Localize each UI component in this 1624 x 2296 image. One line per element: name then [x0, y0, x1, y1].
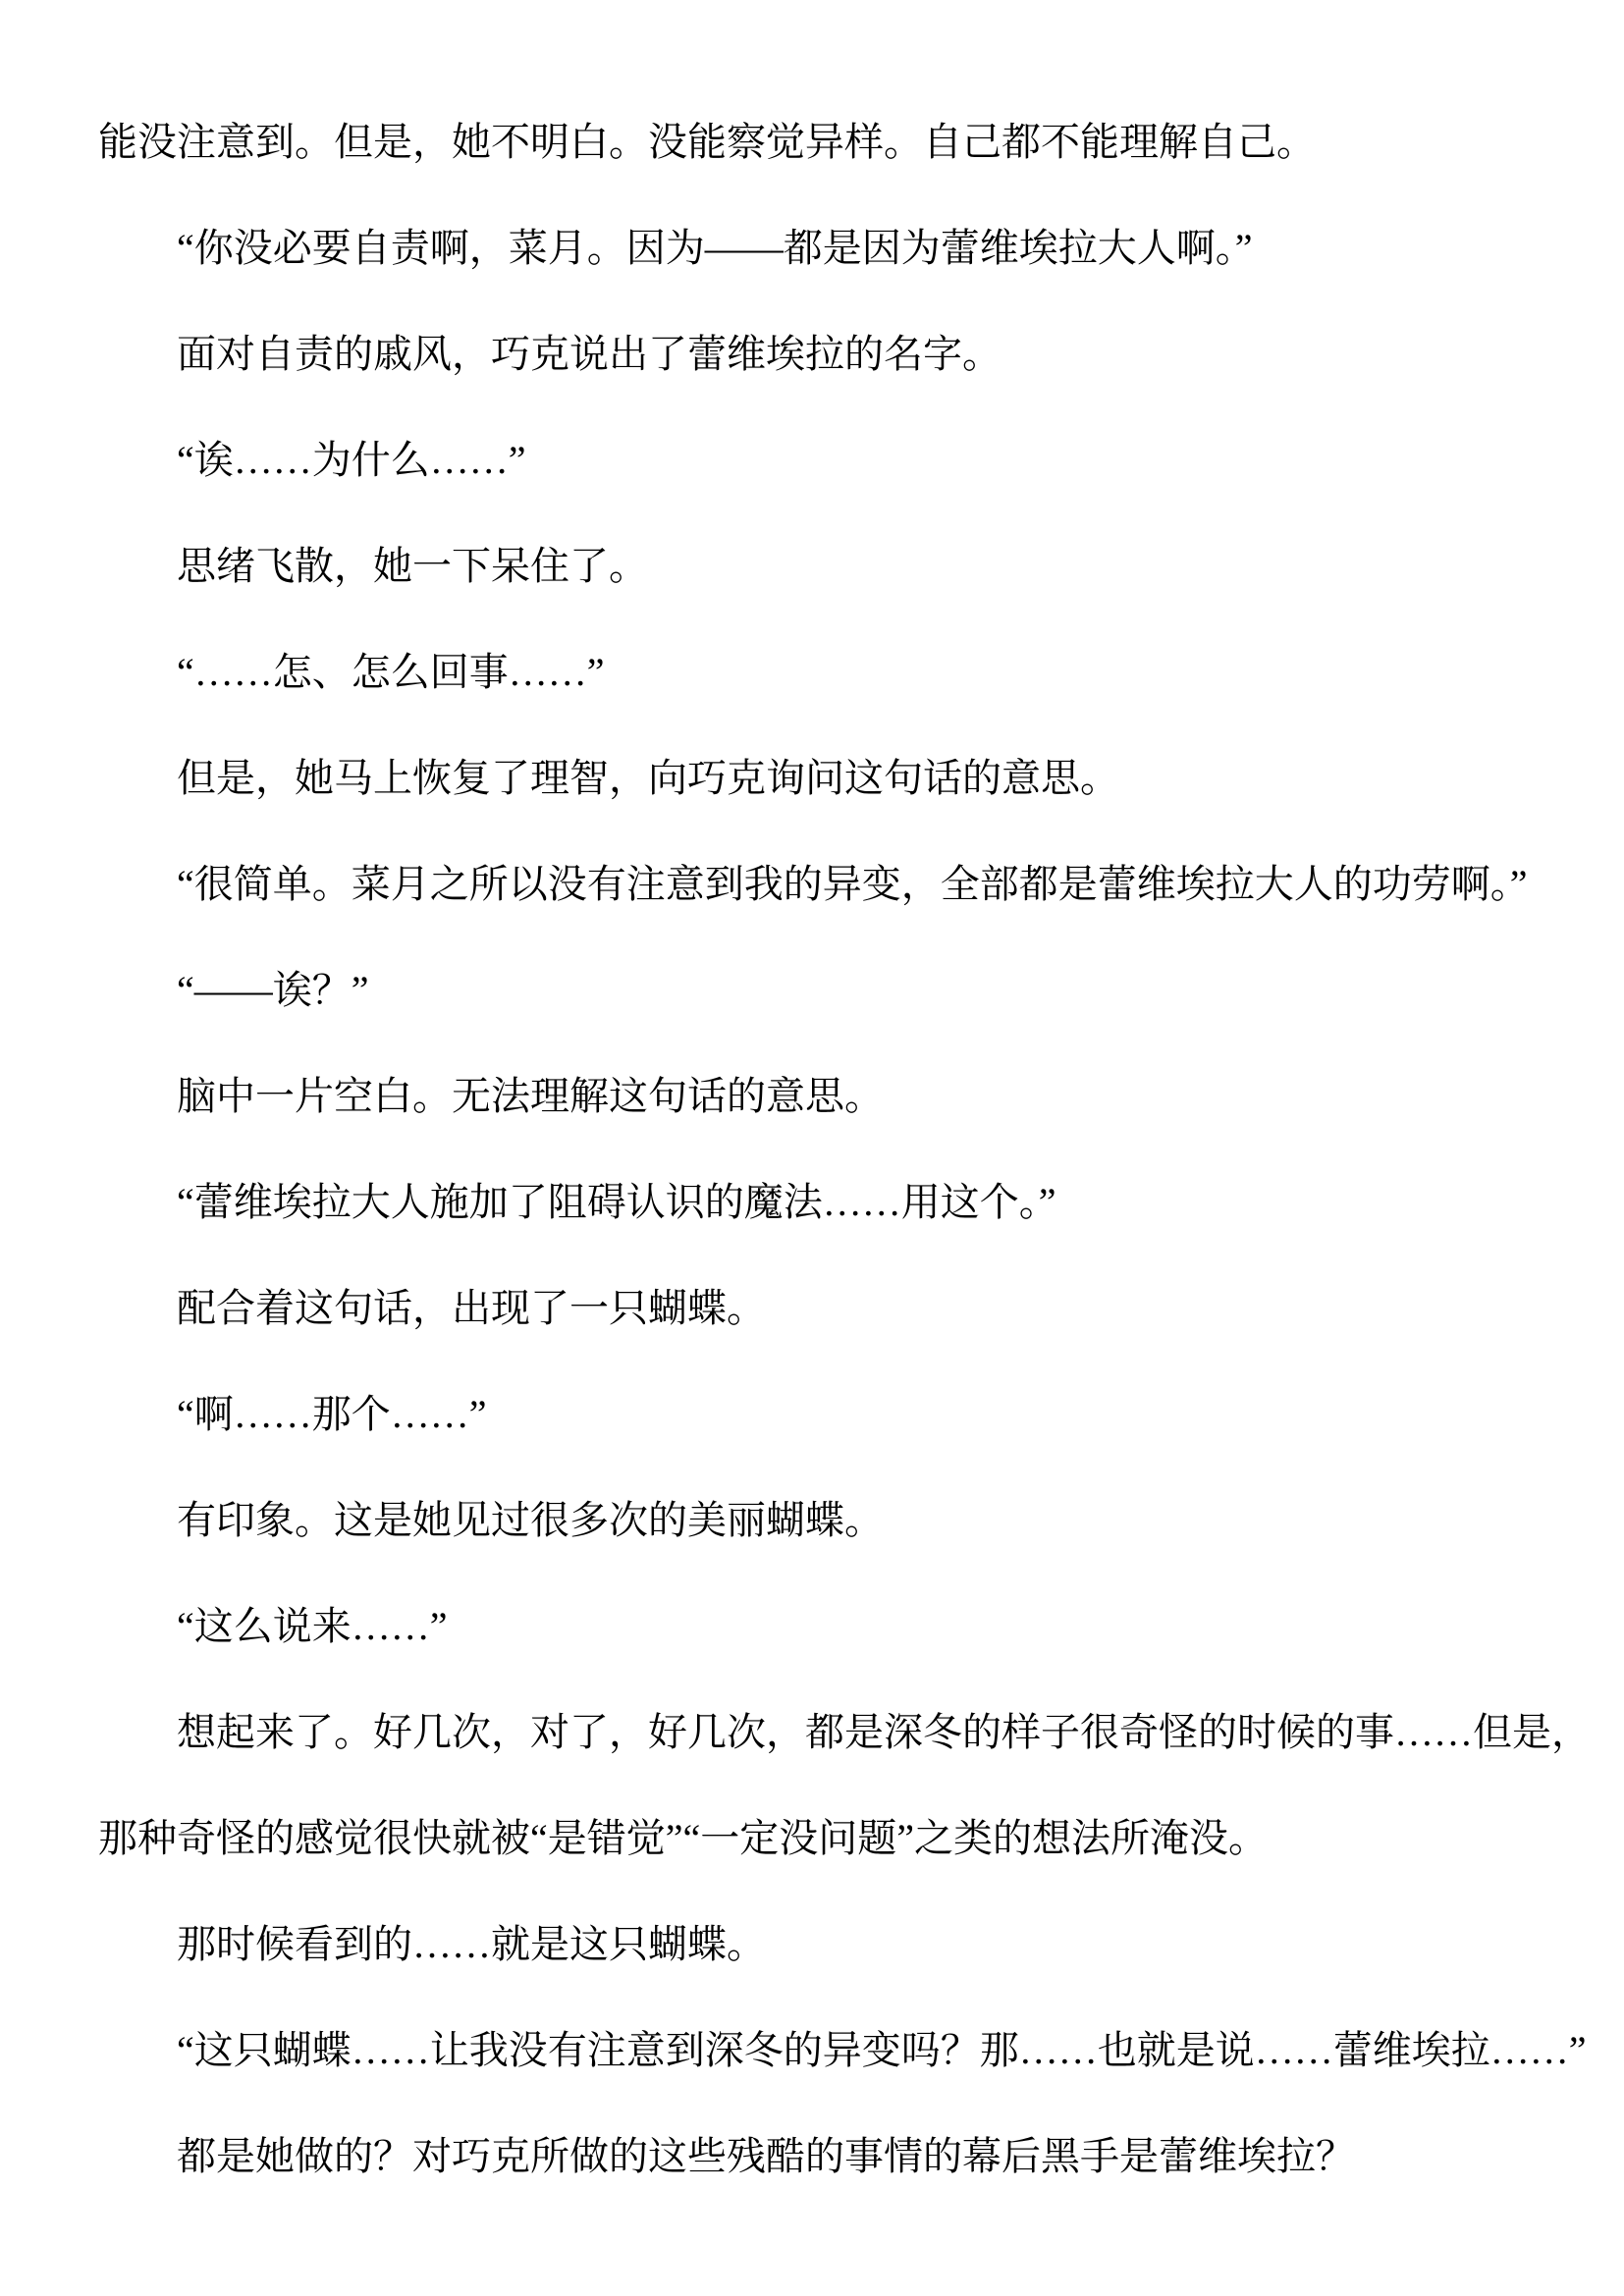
paragraph: 有印象。这是她见过很多次的美丽蝴蝶。 — [177, 1498, 884, 1542]
paragraph: “很简单。菜月之所以没有注意到我的异变，全部都是蕾维埃拉大人的功劳啊。” — [177, 862, 1528, 906]
paragraph: 脑中一片空白。无法理解这句话的意思。 — [177, 1074, 884, 1118]
paragraph: “这么说来……” — [177, 1604, 448, 1648]
paragraph: “——诶？” — [177, 968, 369, 1012]
paragraph: 面对自责的戚风，巧克说出了蕾维埃拉的名字。 — [177, 332, 1001, 376]
paragraph: 想起来了。好几次，对了，好几次，都是深冬的样子很奇怪的时候的事……但是，那种奇怪的感觉很快就被“是错觉”“一定没问题”之类的想法所淹没。 — [98, 1710, 1591, 1860]
paragraph: “诶……为什么……” — [177, 438, 526, 482]
paragraph: “啊……那个……” — [177, 1392, 487, 1436]
paragraph: “这只蝴蝶……让我没有注意到深冬的异变吗？那……也就是说……蕾维埃拉……” — [177, 2028, 1587, 2072]
page-text — [98, 89, 1595, 2210]
paragraph: “……怎、怎么回事……” — [177, 650, 605, 694]
paragraph: 能没注意到。但是，她不明白。没能察觉异样。自己都不能理解自己。 — [98, 120, 1316, 164]
paragraph: 配合着这句话，出现了一只蝴蝶。 — [177, 1286, 766, 1330]
paragraph: 但是，她马上恢复了理智，向巧克询问这句话的意思。 — [177, 756, 1119, 800]
paragraph: 那时候看到的……就是这只蝴蝶。 — [177, 1922, 766, 1966]
paragraph: “你没必要自责啊，菜月。因为——都是因为蕾维埃拉大人啊。” — [177, 226, 1253, 270]
paragraph: 都是她做的？对巧克所做的这些残酷的事情的幕后黑手是蕾维埃拉？ — [177, 2134, 1355, 2178]
paragraph: “蕾维埃拉大人施加了阻碍认识的魔法……用这个。” — [177, 1180, 1056, 1224]
paragraph: 思绪飞散，她一下呆住了。 — [177, 544, 648, 588]
